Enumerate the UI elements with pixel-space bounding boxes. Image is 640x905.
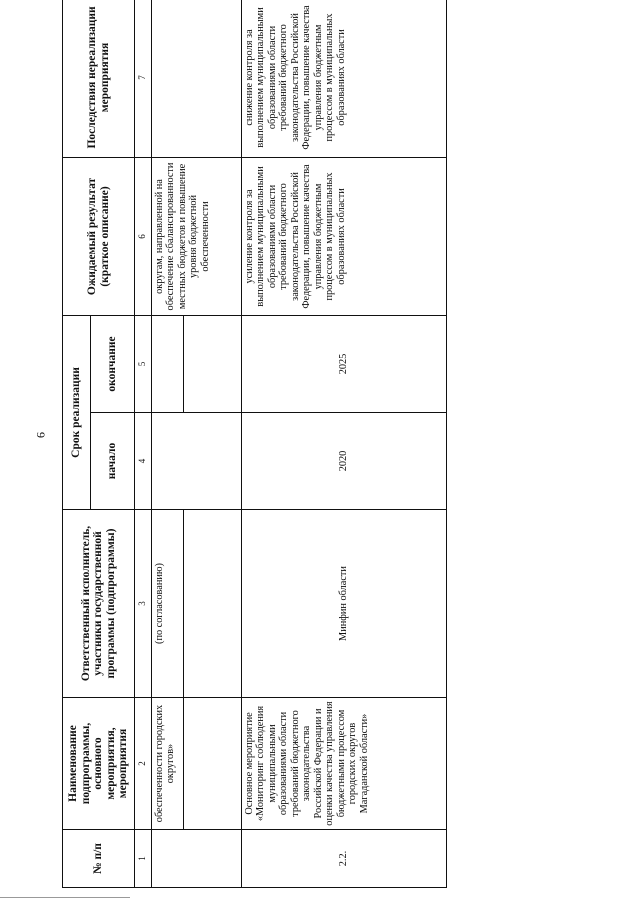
column-number: 7 [135,0,152,157]
column-number: 2 [135,698,152,830]
header-consequences: Последствия нереализации мероприятия [63,0,135,157]
footer-divider [0,897,130,898]
row-start: 2020 [241,413,447,510]
column-numbers-row [135,0,152,888]
row-responsible: (по согласованию) [151,510,183,698]
row-consequences: снижение контроля за выполнением муниципальными образованиями области требований бюджетного законодательства Российской Федерации, повышение качества управления бюджетным процессом в муниципальных образованиях области [241,0,447,157]
header-name: Наименование подпрограммы, основного мероприятия, мероприятия [63,698,135,830]
row-name: обеспеченности городских округов» [151,698,183,830]
header-result: Ожидаемый результат (краткое описание) [63,157,135,315]
row-num [151,830,241,888]
row-start [151,413,241,510]
row-responsible-cont [183,510,241,698]
measures-table [62,0,447,888]
row-name: Основное мероприятие «Мониторинг соблюдения муниципальными образованиями области требований бюджетного законодательства Российской Федерации и оценки качества управления бюджетными процессом городских округов Магаданской области» [241,698,447,830]
header-num: № п/п [63,830,135,888]
row-consequences [151,0,241,157]
header-period: Срок реализации [63,315,91,509]
header-row-1 [63,0,91,888]
column-number: 1 [135,830,152,888]
row-end: 2025 [241,315,447,412]
table-row [241,0,447,888]
column-number: 5 [135,315,152,412]
column-number: 4 [135,413,152,510]
row-end [151,315,183,412]
row-result: усиление контроля за выполнением муниципальными образованиями области требований бюджетного законодательства Российской Федерации, повышение качества управления бюджетным процессом в муниципальных образованиях области [241,157,447,315]
column-number: 6 [135,157,152,315]
rotated-table-container [62,0,447,888]
header-start: начало [91,413,135,510]
table-row [151,0,183,888]
row-result: округам, направленной на обеспечение сбалансированности местных бюджетов и повышение уровня бюджетной обеспеченности [151,157,241,315]
header-end: окончание [91,315,135,412]
row-responsible: Минфин области [241,510,447,698]
header-responsible: Ответственный исполнитель, участники государственной программы (подпрограммы) [63,510,135,698]
page-number: 9 [34,432,48,438]
row-end-cont [183,315,241,412]
row-name-cont [183,698,241,830]
column-number: 3 [135,510,152,698]
row-num: 2.2. [241,830,447,888]
